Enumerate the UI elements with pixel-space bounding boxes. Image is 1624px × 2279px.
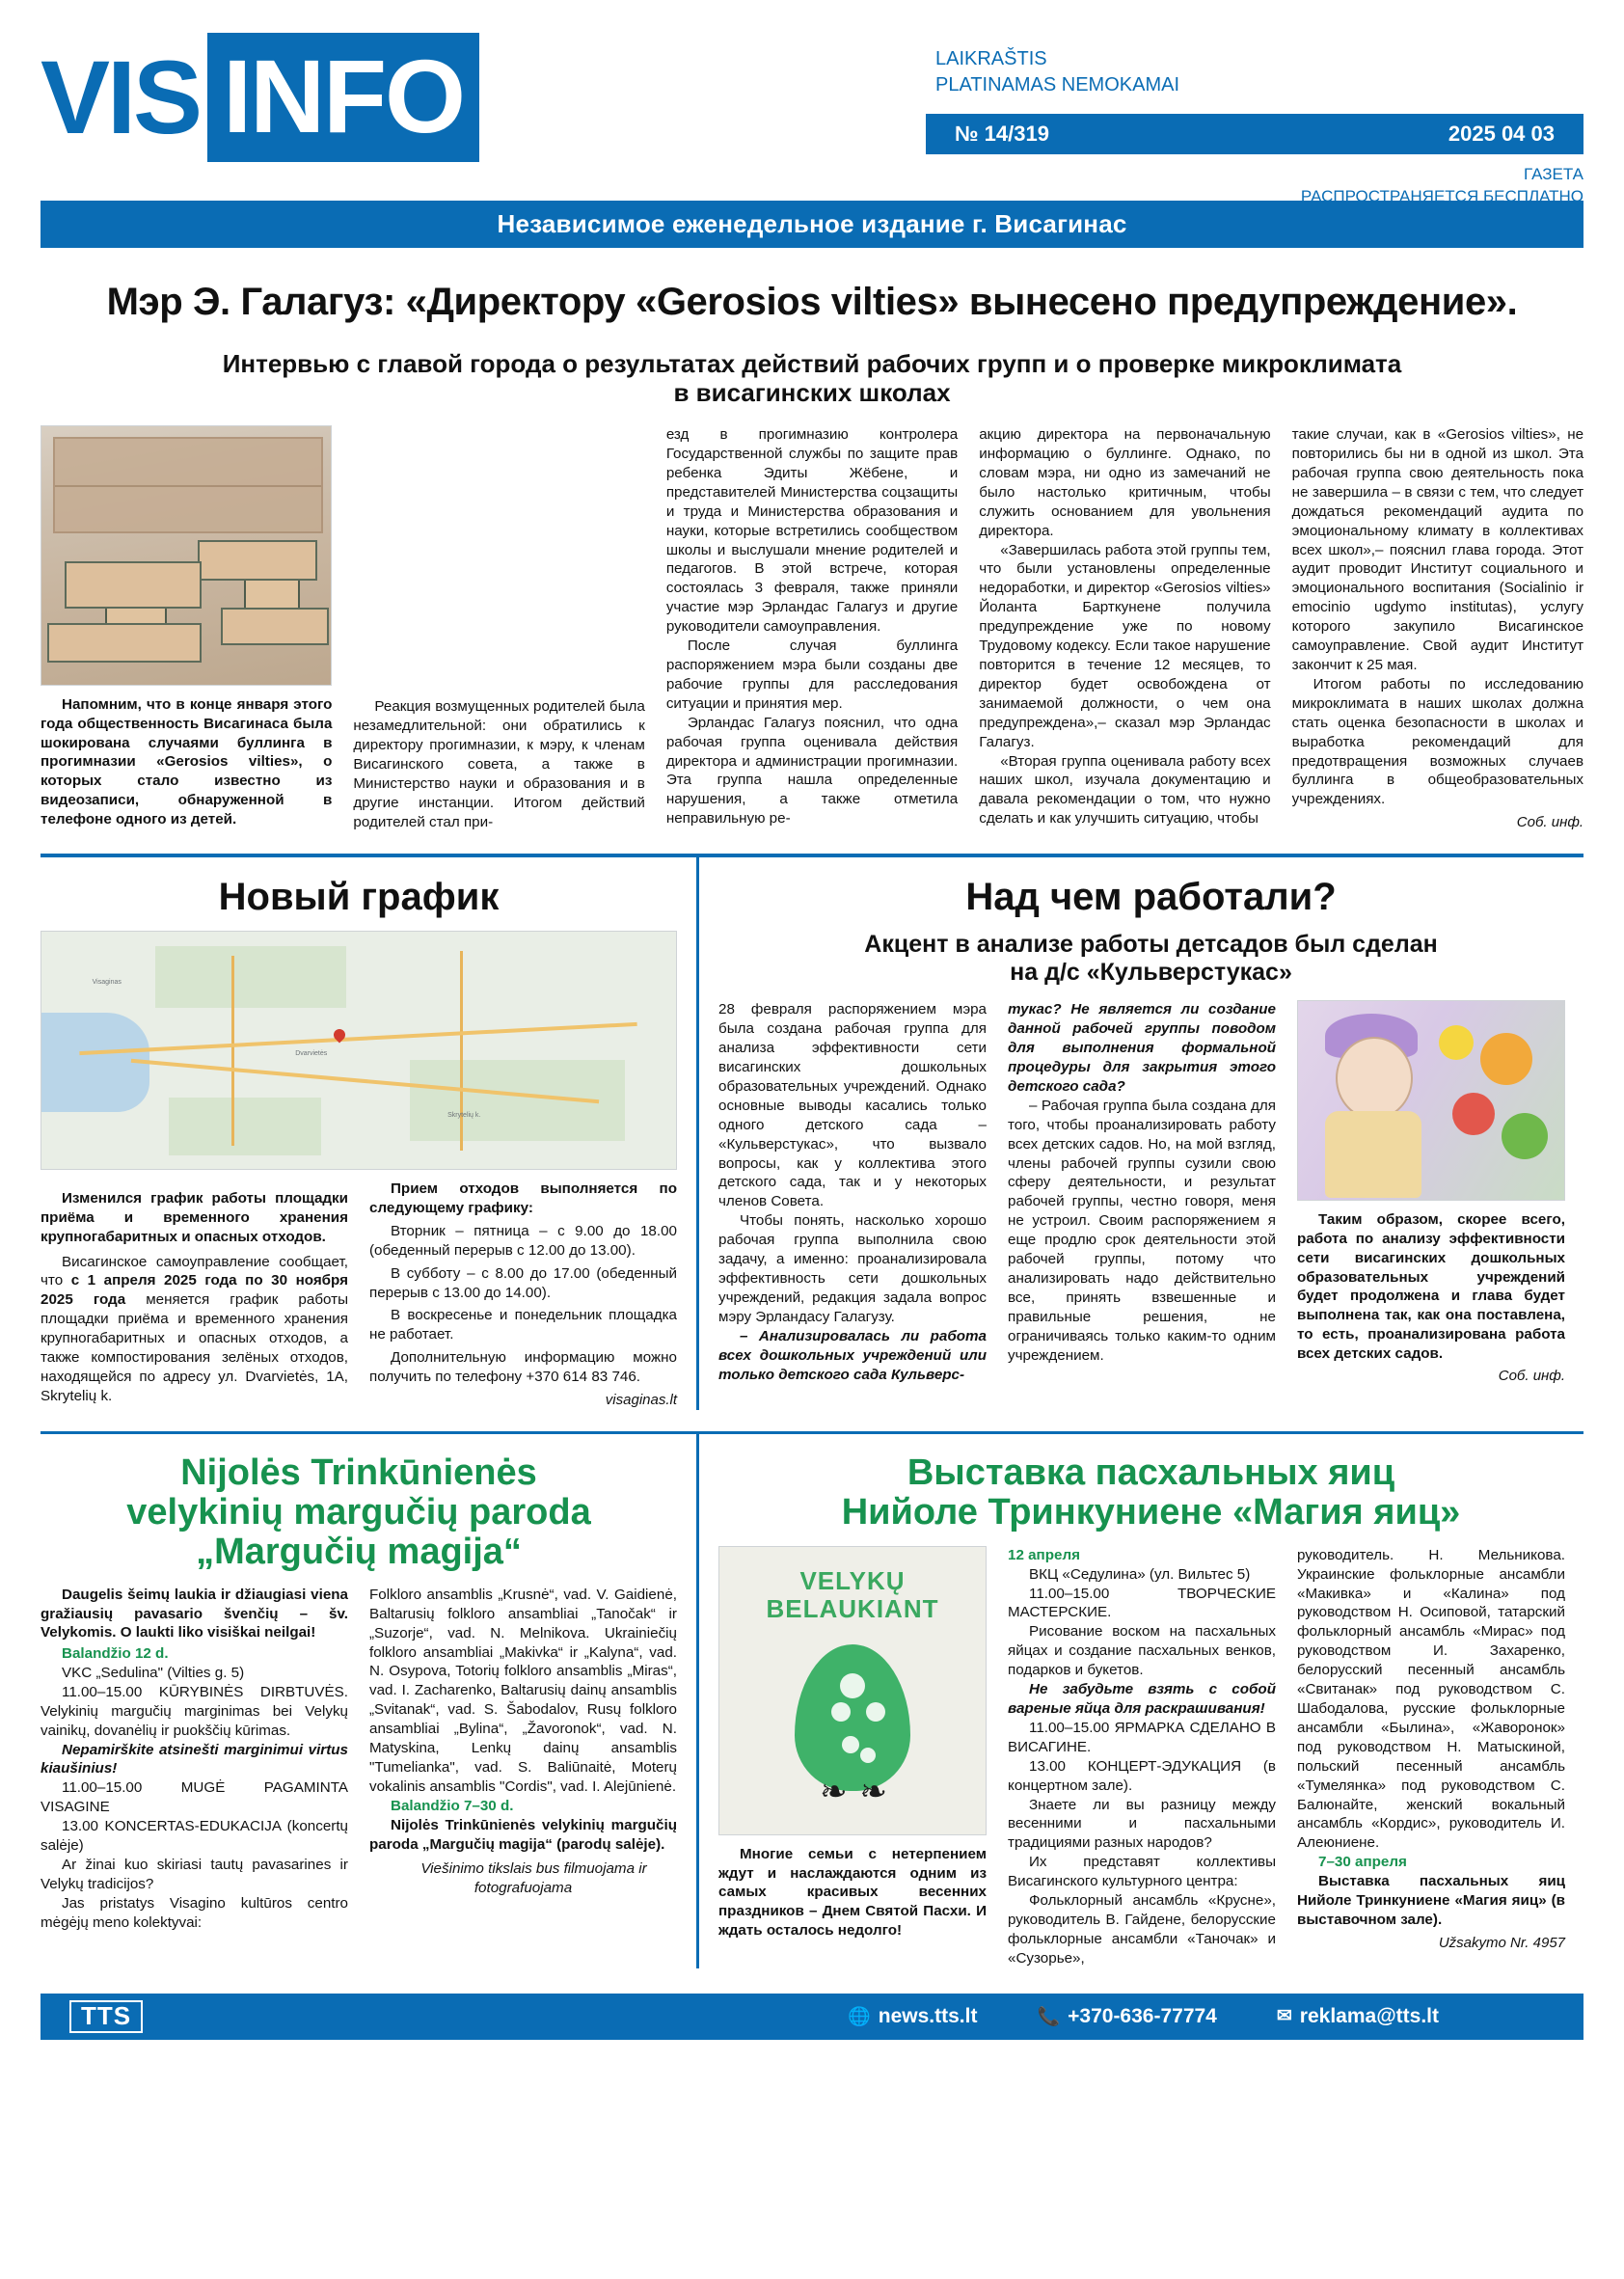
easter-lt-p3: 11.00–15.00 MUGĖ PAGAMINTA VISAGINE xyxy=(41,1779,348,1816)
easter-lt-p1: 11.00–15.00 KŪRYBINĖS DIRBTUVĖS. Velykinių margučių marginimas bei Velykų vainikų, dovanėlių ir puokščių kūrimas. xyxy=(41,1683,348,1739)
masthead-right xyxy=(880,33,1583,208)
masthead-ru-line1: ГАЗЕТА xyxy=(1524,165,1583,183)
easter-ru-col-3 xyxy=(1297,1546,1565,1968)
schedule-caption-right: Прием отходов выполняется по следующему графику: xyxy=(369,1180,677,1217)
section-two xyxy=(41,857,1583,1410)
schedule-item-3: В воскресенье и понедельник площадка не работает. xyxy=(369,1307,677,1343)
poster-line-1: VELYKŲ xyxy=(799,1565,906,1595)
easter-lt-venue-1: VKC „Sedulina" (Vilties g. 5) xyxy=(62,1664,245,1681)
lead-col4-paragraph-3: «Вторая группа оценивала работу всех наших школ, изучала документацию и давала рекомендации о том, что нужно сделать и как улучшить ситуацию, чтобы xyxy=(979,752,1271,827)
schedule-body-dates: с 1 апреля 2025 года по 30 ноября 2025 года xyxy=(41,1272,348,1309)
schedule-item-2: В субботу – с 8.00 до 17.00 (обеденный перерыв с 13.00 до 14.00). xyxy=(369,1264,677,1301)
easter-ru-order-number: Užsakymo Nr. 4957 xyxy=(1438,1934,1565,1951)
doll-toys-photo xyxy=(1297,1000,1565,1201)
schedule-caption-left: Изменился график работы площадки приёма и временного хранения крупногабаритных и опасных отходов. xyxy=(41,1190,348,1245)
kg-col1-question: – Анализировалась ли работа всех дошкольных учреждений или только детского сада Кульверс- xyxy=(718,1327,987,1383)
schedule-body-paragraph xyxy=(41,1253,348,1406)
masthead xyxy=(41,0,1583,205)
easter-lt-p4: 13.00 KONCERTAS-EDUKACIJA (koncertų salėje) xyxy=(41,1818,348,1855)
lead-column-2 xyxy=(353,425,644,832)
easter-ru-p3: Не забудьте взять с собой вареные яйца для раскрашивания! xyxy=(1008,1681,1276,1717)
schedule-col-right xyxy=(369,1180,677,1409)
schedule-col-left xyxy=(41,1180,348,1409)
lead-column-1 xyxy=(41,425,332,832)
lead-col2-paragraph: Реакция возмущенных родителей была незамедлительной: они обратились к директору прогимназии, к мэру, к членам Висагинского совета, а также в Министерство науки и образования и в другие инстанции. Итогом действий родителей стал при- xyxy=(353,698,645,830)
classroom-photo xyxy=(41,425,332,686)
easter-lt-note: Viešinimo tikslais bus filmuojama ir fotografuojama xyxy=(420,1860,647,1897)
easter-ru-exhibition: Выставка пасхальных яиц Нийоле Тринкуниене «Магия яиц» (в выставочном зале). xyxy=(1297,1873,1565,1928)
easter-lt-title-line1: Nijolės Trinkūnienės xyxy=(180,1452,537,1493)
kindergarten-photo-caption: Таким образом, скорее всего, работа по анализу эффективности сети висагинских дошкольных образовательных учреждений будет продолжена и глава будет выполнена так, как она поставлена, то есть, проанализирована работа всех детских садов. xyxy=(1297,1211,1565,1362)
easter-ru-title-line1: Выставка пасхальных яиц xyxy=(907,1452,1395,1493)
easter-ru-columns xyxy=(718,1546,1583,1968)
kindergarten-col-1 xyxy=(718,1000,987,1386)
easter-ru-title-line2: Нийоле Тринкуниене «Магия яиц» xyxy=(841,1491,1461,1533)
lead-col3-paragraph-1: езд в прогимназию контролера Государственной службы по защите прав ребенка Эдиты Жёбене, и представителей Министерства соцзащиты и труда и Министерства образования и науки, которые встретились сообществом школы и выслушали мнение родителей и педагогов. В этой встрече, которая состоялась 3 февраля, также приняли участие мэр Эрландас Галагуз и другие руководители самоуправления. xyxy=(665,426,959,636)
easter-ru-article xyxy=(718,1434,1583,1968)
schedule-body-a: Висагинское самоуправление сообщает, что xyxy=(41,1253,348,1289)
publication-logo[interactable] xyxy=(41,33,479,162)
lead-subheadline-line2: в висагинских школах xyxy=(673,378,951,408)
lead-subheadline xyxy=(41,349,1583,408)
footer-phone-label: +370-636-77774 xyxy=(1068,2004,1217,2027)
footer-email[interactable] xyxy=(1277,2005,1439,2028)
easter-lt-lead: Daugelis šeimų laukia ir džiaugiasi viena gražiausių pavasario švenčių – šv. Velykomis. O laukti liko visiškai neilgai! xyxy=(41,1586,348,1641)
easter-ru-title xyxy=(718,1453,1583,1533)
section-three xyxy=(41,1434,1583,1968)
masthead-lithuanian-note xyxy=(880,46,1583,98)
easter-lt-date-1: Balandžio 12 d. xyxy=(62,1645,169,1663)
easter-lt-title-line2: velykinių margučių paroda xyxy=(126,1491,591,1533)
easter-lt-columns xyxy=(41,1586,677,1933)
easter-lt-p2: Nepamirškite atsinešti marginimui virtus kiaušinius! xyxy=(41,1741,348,1777)
kg-col1-p2: Чтобы понять, насколько хорошо рабочая группа выполнила свою задачу, а именно: проанализировала эффективность сети дошкольных учреждений, редакция задала вопрос мэру Эрландасу Галагузу. xyxy=(718,1212,987,1325)
section-three-vertical-rule xyxy=(696,1434,699,1968)
masthead-russian-note xyxy=(880,164,1583,208)
schedule-item-1: Вторник – пятница – с 9.00 до 18.00 (обеденный перерыв с 12.00 до 13.00). xyxy=(369,1222,677,1259)
lead-photo-caption: Напомним, что в конце января этого года общественность Висагинаса была шокирована случаями буллинга в прогимназии «Gerosios vilties», о которых стало известно из видеозаписи, обнаруженной в телефоне одного из детей. xyxy=(41,696,333,827)
issue-number: № 14/319 xyxy=(955,122,1049,146)
easter-ru-p2: Рисование воском на пасхальных яйцах и создание пасхальных венков, подарков и букетов. xyxy=(1008,1623,1276,1679)
easter-lt-p5: Ar žinai kuo skiriasi tautų pavasarines ir Velykų tradicijos? xyxy=(41,1857,348,1892)
easter-lt-p6: Jas pristatys Visagino kultūros centro mėgėjų meno kolektyvai: xyxy=(41,1894,348,1931)
lead-column-3 xyxy=(666,425,958,832)
lead-subheadline-line1: Интервью с главой города о результатах действий рабочих групп и о проверке микроклимата xyxy=(222,348,1402,378)
envelope-icon: ✉ xyxy=(1276,2006,1292,2027)
easter-lt-title xyxy=(41,1453,677,1572)
easter-ru-p8: Фольклорный ансамбль «Крусне», руководитель В. Гайдене, белорусские фольклорные ансамбли «Таночак» и «Сузорье», xyxy=(1008,1892,1276,1967)
kg-col1-p1: 28 февраля распоряжением мэра была создана рабочая группа для анализа эффективности сети висагинских дошкольных образовательных учреждений. Однако основные выводы касались только одного детского сада – «Кульверстукас», что вызвало вопросы, как у коллектива этого детского сада, так и у некоторых членов Совета. xyxy=(718,1001,987,1210)
phone-icon: 📞 xyxy=(1037,2006,1061,2027)
kg-col2-question: тукас? Не является ли создание данной рабочей группы поводом для выполнения формальной процедуры для закрытия этого детского сада? xyxy=(1008,1001,1276,1095)
globe-icon: 🌐 xyxy=(848,2006,871,2027)
lead-signature: Соб. инф. xyxy=(1516,814,1584,831)
kindergarten-columns xyxy=(718,1000,1583,1386)
easter-ru-p6: Знаете ли вы разницу между весенними и пасхальными традициями разных народов? xyxy=(1008,1796,1276,1852)
kindergarten-article xyxy=(718,857,1583,1410)
logo-vis-text: VIS xyxy=(41,38,201,155)
kindergarten-title: Над чем работали? xyxy=(965,875,1337,918)
lead-col3-paragraph-2: После случая буллинга распоряжением мэра были созданы две рабочие группы для расследования ситуации и принятия мер. xyxy=(665,638,959,712)
easter-lt-article xyxy=(41,1434,677,1968)
lead-headline: Мэр Э. Галагуз: «Директору «Gerosios vilties» вынесено предупреждение». xyxy=(106,281,1518,323)
easter-lt-title-line3: „Margučių magija“ xyxy=(196,1531,522,1572)
lead-article-columns xyxy=(41,425,1583,832)
kg-col2-answer: – Рабочая группа была создана для того, чтобы проанализировать работу всех детских садов. Но, на мой взгляд, члены рабочей группы сузили свою сферу деятельности, и результат рабочей группы, честно говоря, меня не устроил. Своим распоряжением я еще продлю срок деятельности этой рабочей группы, потому что анализировать надо действительно все, принять взвешенные и правильные решения, не ограничиваясь только каким-то одним учреждением. xyxy=(1008,1097,1276,1364)
kindergarten-col-3 xyxy=(1297,1000,1565,1386)
schedule-source: visaginas.lt xyxy=(605,1392,677,1409)
tts-logo[interactable]: TTS xyxy=(69,2000,143,2033)
easter-ru-col-2 xyxy=(1008,1546,1276,1968)
easter-ru-photo-caption: Многие семьи с нетерпением ждут и наслаждаются одним из самых красивых весенних праздников – Днем Святой Пасхи. И ждать осталось недолго! xyxy=(718,1845,987,1939)
easter-poster-image xyxy=(718,1546,987,1835)
easter-ru-p4: 11.00–15.00 ЯРМАРКА СДЕЛАНО В ВИСАГИНЕ. xyxy=(1008,1719,1276,1755)
kindergarten-subtitle xyxy=(718,931,1583,987)
decorated-egg-icon xyxy=(795,1644,910,1791)
schedule-subcolumns xyxy=(41,1180,677,1409)
lead-col4-paragraph-2: «Завершилась работа этой группы тем, что были установлены определенные недоработки, и директор «Gerosios vilties» Йоланта Барткунене получила предупреждение уже по новому Трудовому кодексу. Если такое нарушение повторится в течение 12 месяцев, то директор будет освобождена от занимаемой должности, о чем она предупреждена»,– сказал мэр Эрландас Галагуз. xyxy=(979,541,1271,750)
schedule-item-4: Дополнительную информацию можно получить по телефону +370 614 83 746. xyxy=(369,1349,677,1386)
easter-lt-ensembles: Folkloro ansamblis „Krusnė“, vad. V. Gaidienė, Baltarusių folkloro ansambliai „Tanočak“ ir „Suzorje“, vad. N. Melnikova. Ukrainiečių folkloro ansambliai „Makivka“ ir „Kalyna“, vad. N. Osypova, Totorių folkloro ansamblis „Miras“, vad. I. Zacharenko, Baltarusių dainų ansamblis „Svitanak“, vad. S. Šabodalov, Rusų folkloro ansambliai „Bylina“, „Žavoronok“, vad. N. Matyskina, Lenkų dainų ansamblis "Tumelianka", vad. S. Baliūnaitė, Moterų vokalinis ansamblis "Cordis", vad. I. Alejūnienė. xyxy=(369,1586,677,1795)
easter-ru-col-1 xyxy=(718,1546,987,1968)
lead-col5-paragraph-2: Итогом работы по исследованию микроклимата в наших школах должна стать оценка безопасности в школах и выработка рекомендаций для предотвращения возможных случаев буллинга в общеобразовательных учреждениях. xyxy=(1291,675,1584,808)
easter-lt-col-2 xyxy=(369,1586,677,1933)
footer-website[interactable] xyxy=(848,2005,977,2028)
issue-date: 2025 04 03 xyxy=(1448,122,1555,146)
kindergarten-subtitle-line1: Акцент в анализе работы детсадов был сделан xyxy=(864,931,1438,959)
easter-lt-col-1 xyxy=(41,1586,348,1933)
schedule-article xyxy=(41,857,677,1410)
lead-col4-paragraph-1: акцию директора на первоначальную информацию о буллинге. Однако, по словам мэра, ни одно из замечаний не было настолько критичным, чтобы служить основанием для увольнения директора. xyxy=(979,426,1271,539)
masthead-lt-line2: PLATINAMAS NEMOKAMAI xyxy=(935,74,1180,95)
easter-ru-venue-1: ВКЦ «Седулина» (ул. Вильтес 5) xyxy=(1029,1565,1251,1583)
schedule-title: Новый график xyxy=(218,875,500,918)
kindergarten-signature: Соб. инф. xyxy=(1498,1368,1565,1385)
footer-contacts xyxy=(848,2005,1439,2028)
waste-site-map: Visaginas Skrytelių k. Dvarvietės xyxy=(41,931,677,1170)
easter-lt-date-2: Balandžio 7–30 d. xyxy=(391,1797,514,1814)
easter-lt-exhibition: Nijolės Trinkūnienės velykinių margučių paroda „Margučių magija“ (parodų salėje). xyxy=(369,1816,677,1853)
easter-ru-p1: 11.00–15.00 ТВОРЧЕСКИЕ МАСТЕРСКИЕ. xyxy=(1008,1585,1276,1621)
lead-column-5 xyxy=(1292,425,1583,832)
easter-ru-ensembles: руководитель. Н. Мельникова. Украинские фольклорные ансамбли «Макивка» и «Калина» под руководством Н. Осиповой, татарский фольклорный ансамбль «Мирас» под руководством И. Захаренко, белорусский песенный ансамбль «Свитанак» под руководством С. Шабодалова, русские фольклорные ансамбли «Былина», «Жаворонок» под руководством Н. Матыскиной, польский песенный ансамбль «Тумелянка» под руководством С. Балюнайте, женский вокальный ансамбль «Кордис», руководитель И. Алеюниене. xyxy=(1297,1546,1565,1852)
lead-col5-paragraph-1: такие случаи, как в «Gerosios vilties», не повторились бы ни в одной из школ. Эта рабочая группа свою деятельность пока не завершила – в связи с тем, что следует дождаться рекомендаций аудита по эмоциональному климату в коллективах всех школ»,– пояснил глава города. Этот аудит проводит Институт социального и эмоционального воспитания (Socialinio ir emocinio ugdymo institutas), услугу которого закупило Висагинское самоуправление. Свой аудит Институт закончит к 25 мая. xyxy=(1291,426,1584,674)
page-footer xyxy=(41,1994,1583,2040)
easter-ru-p7: Их представят коллективы Висагинского культурного центра: xyxy=(1008,1854,1276,1890)
footer-email-label: reklama@tts.lt xyxy=(1299,2004,1439,2027)
poster-line-2: BELAUKIANT xyxy=(766,1593,939,1623)
easter-ru-date-1: 12 апреля xyxy=(1008,1546,1080,1563)
logo-info-text: INFO xyxy=(207,33,479,162)
masthead-ru-line2: РАСПРОСТРАНЯЕТСЯ БЕСПЛАТНО xyxy=(1300,186,1583,205)
easter-ru-p5: 13.00 КОНЦЕРТ-ЭДУКАЦИЯ (в концертном зале). xyxy=(1008,1757,1276,1794)
wreath-icon: ❧ ❧ xyxy=(820,1774,885,1811)
easter-ru-date-2: 7–30 апреля xyxy=(1318,1854,1407,1871)
footer-phone[interactable] xyxy=(1037,2005,1216,2028)
lead-col3-paragraph-3: Эрландас Галагуз пояснил, что одна рабочая группа оценивала действия директора и администрации прогимназии. Эта группа нашла определенные нарушения, а также отметила неправильную ре- xyxy=(665,714,959,827)
schedule-body-c: меняется график работы площадки приёма и временного хранения крупногабаритных и опасных отходов, а также компостирования зелёных отходов, находящейся по адресу ул. Dvarvietės, 1A, Skrytelių k. xyxy=(41,1291,348,1404)
issue-bar xyxy=(926,114,1583,154)
kindergarten-col-2 xyxy=(1008,1000,1276,1386)
lead-column-4 xyxy=(979,425,1270,832)
masthead-lt-line1: LAIKRAŠTIS xyxy=(935,48,1047,69)
section-two-vertical-rule xyxy=(696,857,699,1410)
tagline-strip: Независимое еженедельное издание г. Висагинас xyxy=(41,201,1583,248)
footer-website-label: news.tts.lt xyxy=(878,2004,978,2027)
kindergarten-subtitle-line2: на д/с «Кульверстукас» xyxy=(1010,959,1292,987)
